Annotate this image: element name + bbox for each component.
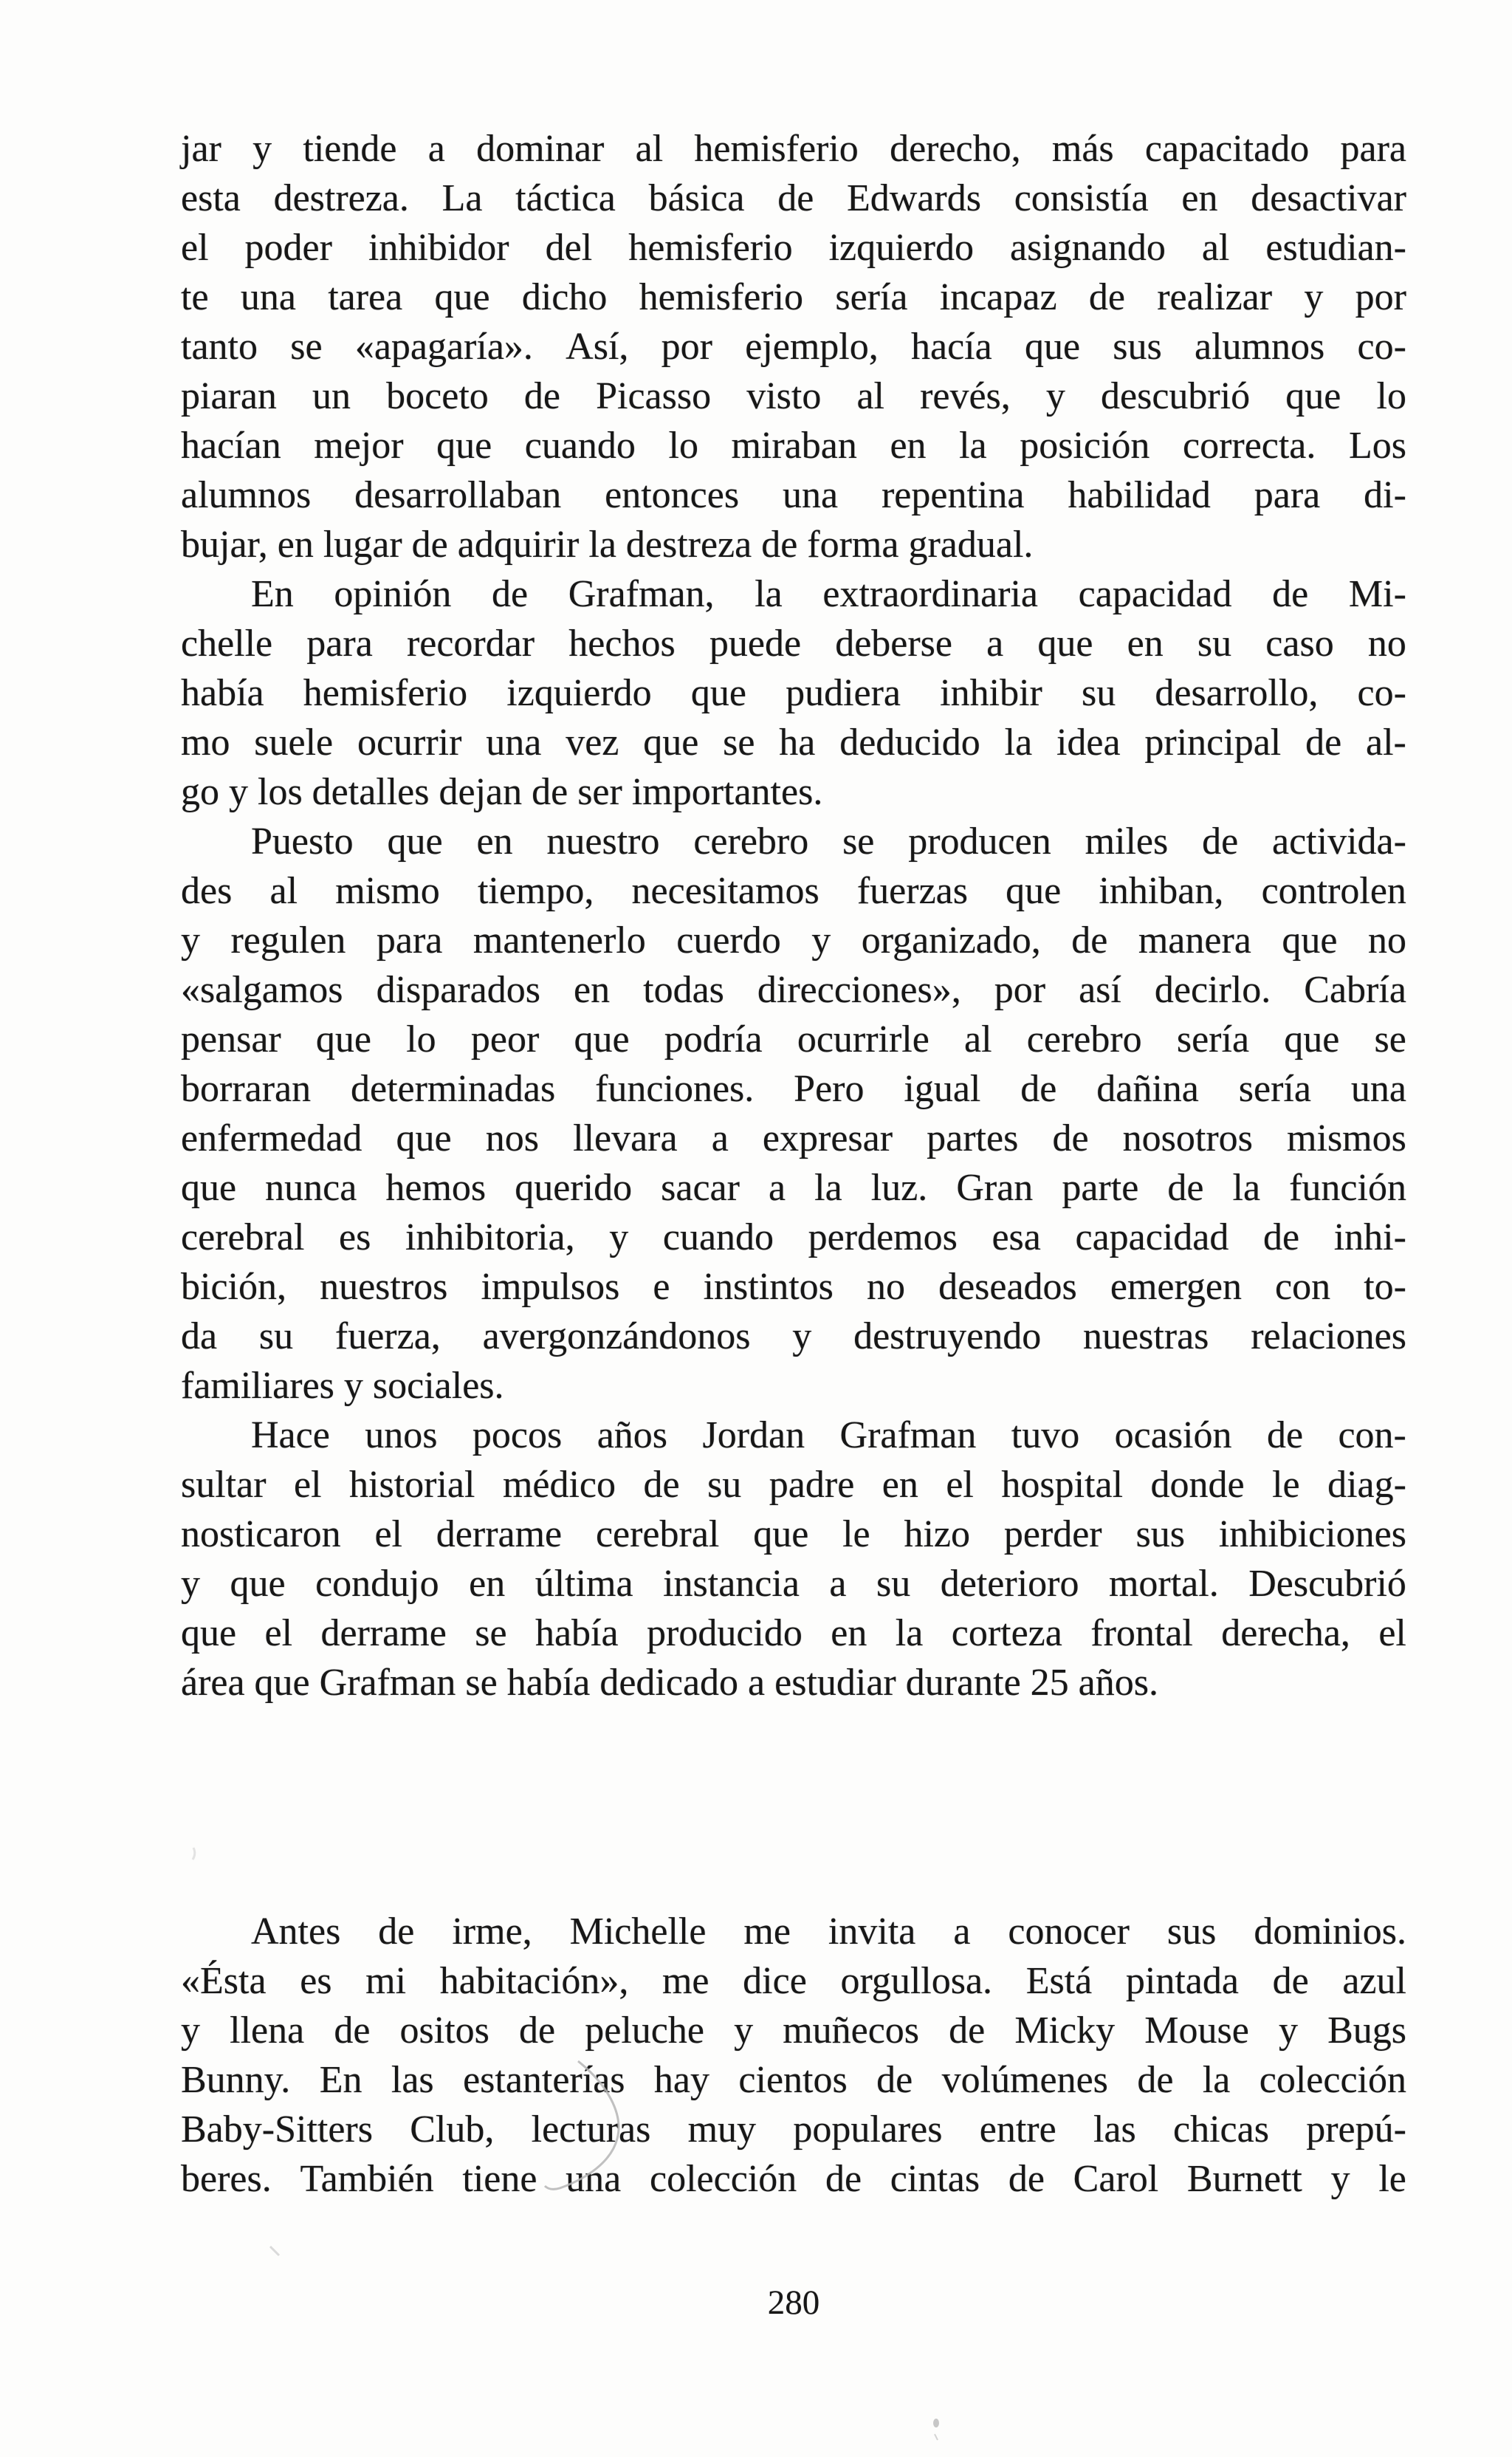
text-line: cerebral es inhibitoria, y cuando perdemos esa capacidad de inhi- bbox=[181, 1216, 1406, 1258]
text-line: «Ésta es mi habitación», me dice orgullosa. Está pintada de azul bbox=[181, 1960, 1406, 2002]
text-line: Puesto que en nuestro cerebro se producen miles de activida- bbox=[251, 820, 1406, 863]
scan-speck-artifact bbox=[935, 2434, 938, 2440]
text-line: y que condujo en última instancia a su deterioro mortal. Descubrió bbox=[181, 1563, 1406, 1605]
text-line: bujar, en lugar de adquirir la destreza de forma gradual. bbox=[181, 524, 1034, 566]
text-line: En opinión de Grafman, la extraordinaria capacidad de Mi- bbox=[251, 573, 1406, 615]
text-line: Baby-Sitters Club, lecturas muy populares entre las chicas prepú- bbox=[181, 2108, 1406, 2151]
text-line: había hemisferio izquierdo que pudiera inhibir su desarrollo, co- bbox=[181, 672, 1406, 714]
text-line: esta destreza. La táctica básica de Edwards consistía en desactivar bbox=[181, 177, 1406, 219]
text-line: hacían mejor que cuando lo miraban en la posición correcta. Los bbox=[181, 425, 1406, 467]
text-line: mo suele ocurrir una vez que se ha deducido la idea principal de al- bbox=[181, 722, 1406, 764]
paragraph bbox=[181, 1907, 1406, 2204]
paragraph bbox=[181, 124, 1406, 569]
text-line: piaran un boceto de Picasso visto al revés, y descubrió que lo bbox=[181, 375, 1406, 417]
text-line: da su fuerza, avergonzándonos y destruyendo nuestras relaciones bbox=[181, 1315, 1406, 1357]
text-line: Hace unos pocos años Jordan Grafman tuvo ocasión de con- bbox=[251, 1414, 1406, 1456]
scan-tick-artifact bbox=[270, 2247, 279, 2255]
text-line: el poder inhibidor del hemisferio izquierdo asignando al estudian- bbox=[181, 227, 1406, 269]
text-line: enfermedad que nos llevara a expresar partes de nosotros mismos bbox=[181, 1117, 1406, 1159]
text-line: bición, nuestros impulsos e instintos no deseados emergen con to- bbox=[181, 1266, 1406, 1308]
text-line: Antes de irme, Michelle me invita a conocer sus dominios. bbox=[251, 1911, 1406, 1953]
paragraph bbox=[181, 569, 1406, 817]
text-line: y llena de ositos de peluche y muñecos de Micky Mouse y Bugs bbox=[181, 2009, 1406, 2052]
text-line: alumnos desarrollaban entonces una repentina habilidad para di- bbox=[181, 474, 1406, 516]
text-line: des al mismo tiempo, necesitamos fuerzas que inhiban, controlen bbox=[181, 870, 1406, 912]
text-line: que nunca hemos querido sacar a la luz. Gran parte de la función bbox=[181, 1167, 1406, 1209]
paragraph bbox=[181, 1411, 1406, 1707]
text-line: pensar que lo peor que podría ocurrirle al cerebro sería que se bbox=[181, 1018, 1406, 1060]
text-line: go y los detalles dejan de ser importantes. bbox=[181, 771, 823, 813]
text-line: borraran determinadas funciones. Pero igual de dañina sería una bbox=[181, 1068, 1406, 1110]
text-line: familiares y sociales. bbox=[181, 1365, 504, 1407]
text-line: beres. También tiene una colección de cintas de Carol Burnett y le bbox=[181, 2158, 1406, 2200]
page-text bbox=[181, 124, 1406, 2204]
text-line: sultar el historial médico de su padre en el hospital donde le diag- bbox=[181, 1464, 1406, 1506]
text-line: Bunny. En las estanterías hay cientos de volúmenes de la colección bbox=[181, 2059, 1406, 2101]
text-line: chelle para recordar hechos puede deberse a que en su caso no bbox=[181, 623, 1406, 665]
page-number: 280 bbox=[767, 2283, 820, 2322]
text-line: «salgamos disparados en todas direcciones», por así decirlo. Cabría bbox=[181, 969, 1406, 1011]
text-line: jar y tiende a dominar al hemisferio derecho, más capacitado para bbox=[181, 128, 1406, 170]
scan-speck-artifact bbox=[933, 2419, 939, 2427]
text-line: tanto se «apagaría». Así, por ejemplo, hacía que sus alumnos co- bbox=[181, 326, 1406, 368]
text-line: y regulen para mantenerlo cuerdo y organizado, de manera que no bbox=[181, 919, 1406, 962]
text-line: te una tarea que dicho hemisferio sería incapaz de realizar y por bbox=[181, 276, 1406, 318]
text-line: nosticaron el derrame cerebral que le hizo perder sus inhibiciones bbox=[181, 1513, 1406, 1555]
paragraph bbox=[181, 817, 1406, 1411]
text-line: que el derrame se había producido en la corteza frontal derecha, el bbox=[181, 1612, 1406, 1654]
text-line: área que Grafman se había dedicado a estudiar durante 25 años. bbox=[181, 1662, 1158, 1704]
